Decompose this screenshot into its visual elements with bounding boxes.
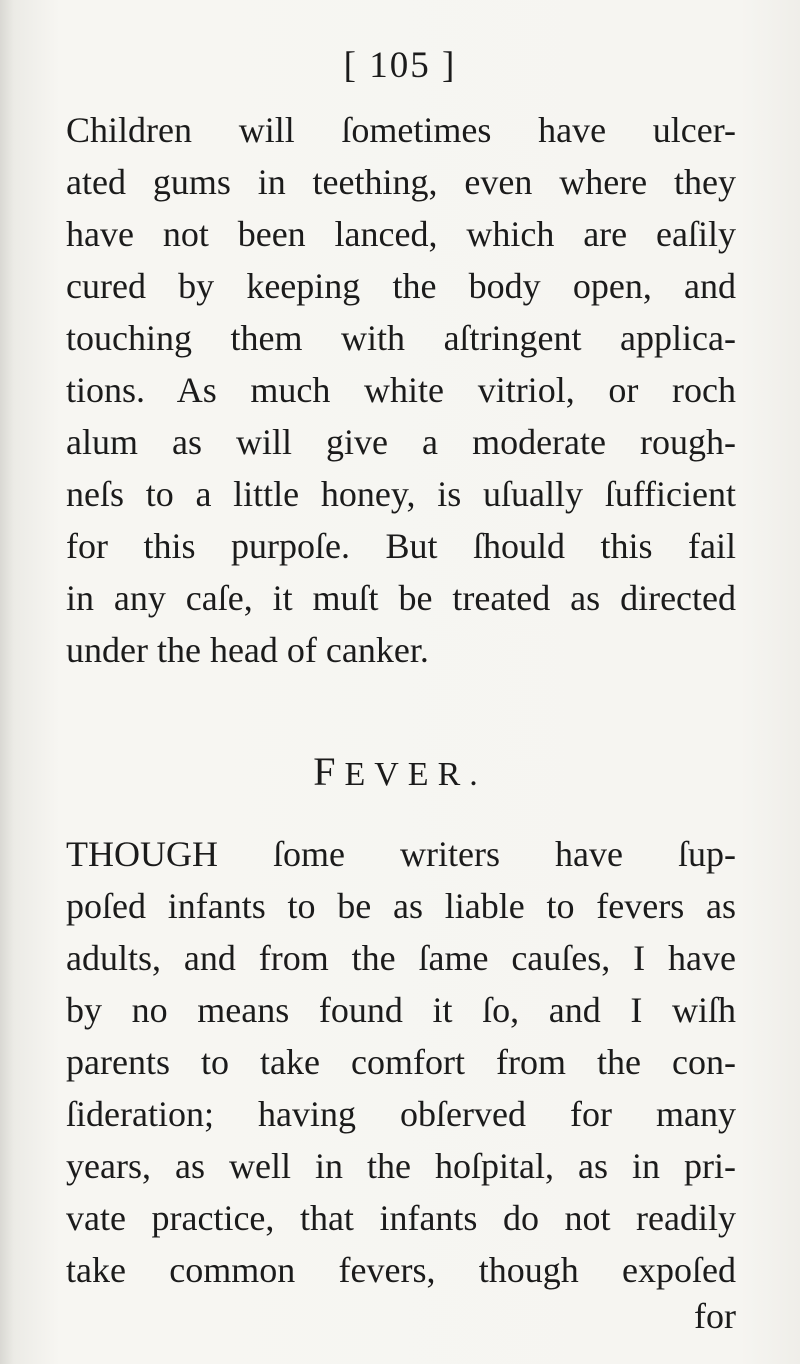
text-line — [66, 312, 736, 364]
text-line — [66, 1244, 736, 1296]
line-text: take common fevers, though expoſed — [66, 1250, 736, 1290]
line-text: adults, and from the ſame cauſes, I have — [66, 938, 736, 978]
text-line — [66, 104, 736, 156]
text-line — [66, 208, 736, 260]
catchword-text: for — [694, 1296, 736, 1336]
text-line — [66, 260, 736, 312]
section-title-rest: EVER. — [344, 756, 487, 793]
page-number: [ 105 ] — [343, 45, 457, 86]
text-line — [66, 880, 736, 932]
text-line — [66, 468, 736, 520]
text-line — [66, 932, 736, 984]
line-text: ated gums in teething, even where they — [66, 162, 736, 202]
line-text: touching them with aſtringent applica- — [66, 318, 736, 358]
text-line — [66, 520, 736, 572]
line-text: THOUGH ſome writers have ſup- — [66, 834, 736, 874]
text-line — [66, 828, 736, 880]
section-title-initial: F — [313, 749, 345, 794]
section-title-fever — [0, 748, 800, 795]
line-text: years, as well in the hoſpital, as in pri- — [66, 1146, 736, 1186]
text-line — [66, 156, 736, 208]
line-text: neſs to a little honey, is uſually ſufficient — [66, 474, 736, 514]
text-line — [66, 1088, 736, 1140]
line-text: tions. As much white vitriol, or roch — [66, 370, 736, 410]
line-text: for this purpoſe. But ſhould this fail — [66, 526, 736, 566]
line-text: vate practice, that infants do not readily — [66, 1198, 736, 1238]
text-line — [66, 984, 736, 1036]
line-text: poſed infants to be as liable to fevers as — [66, 886, 736, 926]
line-text: under the head of canker. — [66, 630, 429, 670]
line-text: Children will ſometimes have ulcer- — [66, 110, 736, 150]
catchword — [66, 1290, 736, 1342]
line-text: ſideration; having obſerved for many — [66, 1094, 736, 1134]
line-text: in any caſe, it muſt be treated as directed — [66, 578, 736, 618]
line-text: have not been lanced, which are eaſily — [66, 214, 736, 254]
line-text: parents to take comfort from the con- — [66, 1042, 736, 1082]
line-text: cured by keeping the body open, and — [66, 266, 736, 306]
text-line — [66, 1140, 736, 1192]
text-line — [66, 572, 736, 624]
text-line — [66, 1036, 736, 1088]
line-text: alum as will give a moderate rough- — [66, 422, 736, 462]
text-line — [66, 1192, 736, 1244]
text-line — [66, 416, 736, 468]
text-line — [66, 364, 736, 416]
text-line — [66, 624, 736, 676]
line-text: by no means found it ſo, and I wiſh — [66, 990, 736, 1030]
